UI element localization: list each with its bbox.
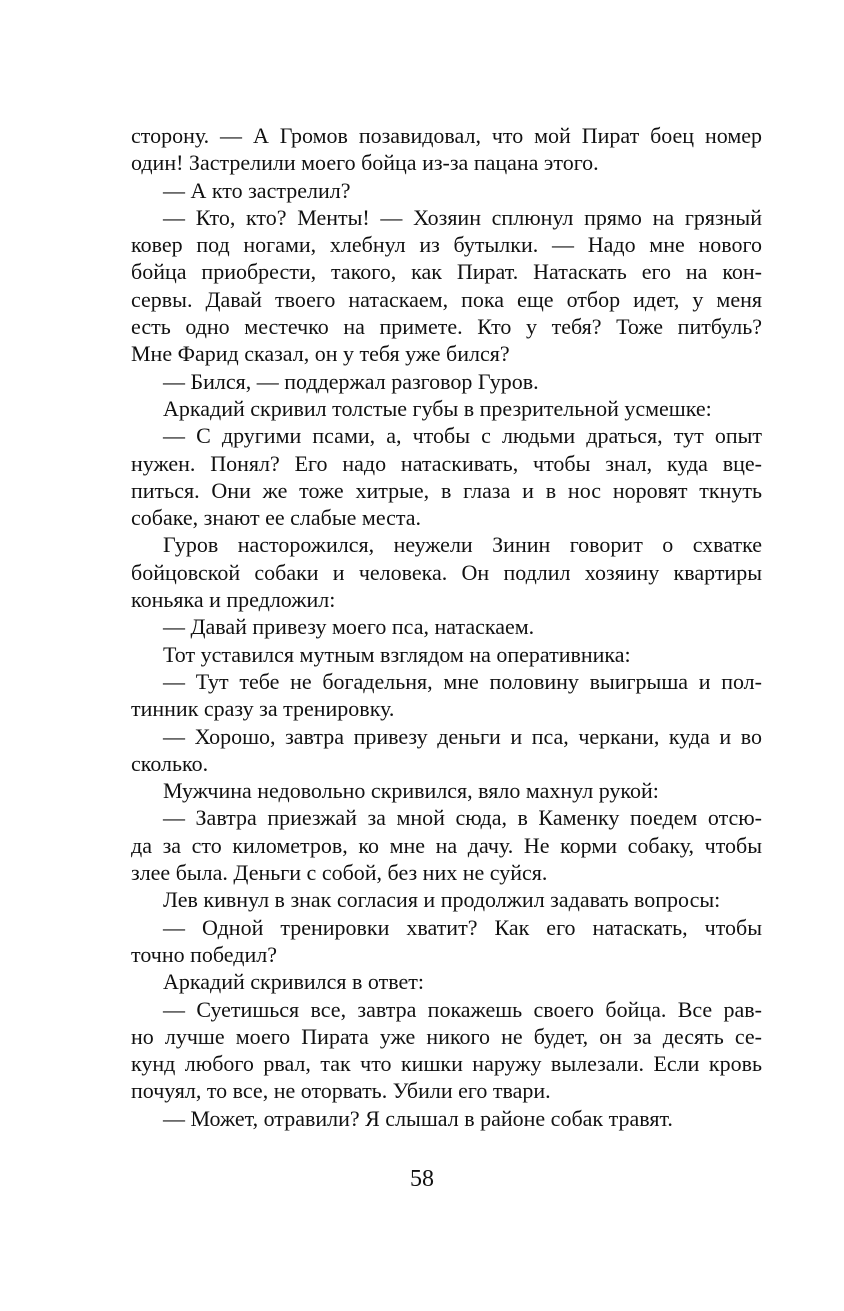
text-line: собаке, знают ее слабые места. [131,505,422,531]
page-number: 58 [410,1166,434,1192]
text-line: — Может, отравили? Я слышал в районе собак травят. [163,1105,673,1131]
text-line: — Хорошо, завтра привезу деньги и пса, черкани, куда и во [163,723,762,749]
text-line: — Суетишься все, завтра покажешь своего бойца. Все рав- [163,996,762,1022]
text-line: нужен. Понял? Его надо натаскивать, чтобы знал, куда вце- [131,450,762,476]
text-line: бойцовской собаки и человека. Он подлил хозяину квартиры [131,559,762,585]
text-line: Аркадий скривил толстые губы в презрительной усмешке: [163,395,712,421]
text-line: сторону. — А Громов позавидовал, что мой Пират боец номер [131,123,762,148]
text-line: один! Застрелили моего бойца из-за пацана этого. [131,150,599,176]
text-line: ковер под ногами, хлебнул из бутылки. — Надо мне нового [131,232,762,258]
text-line: почуял, то все, не оторвать. Убили его твари. [131,1078,551,1104]
text-line: злее была. Деньги с собой, без них не суйся. [131,860,548,886]
text-line: сервы. Давай твоего натаскаем, пока еще отбор идет, у меня [131,286,762,312]
text-line: — Давай привезу моего пса, натаскаем. [163,614,535,640]
text-line: — Кто, кто? Менты! — Хозяин сплюнул прямо на грязный [163,204,762,230]
text-line: есть одно местечко на примете. Кто у тебя? Тоже питбуль? [131,314,762,340]
page-text [131,122,762,1132]
text-line: тинник сразу за тренировку. [131,696,395,722]
text-line: — Бился, — поддержал разговор Гуров. [163,368,539,394]
text-line: но лучше моего Пирата уже никого не будет, он за десять се- [131,1023,762,1049]
text-line: бойца приобрести, такого, как Пират. Натаскать его на кон- [131,259,762,285]
text-line: Аркадий скривился в ответ: [163,969,424,995]
text-line: Мужчина недовольно скривился, вяло махнул рукой: [163,778,659,804]
text-line: коньяка и предложил: [131,587,336,613]
text-line: — Завтра приезжай за мной сюда, в Каменку поедем отсю- [163,805,762,831]
text-line: Гуров насторожился, неужели Зинин говорит о схватке [163,532,762,558]
text-line: да за сто километров, ко мне на дачу. Не корми собаку, чтобы [131,832,762,858]
text-line: сколько. [131,750,209,776]
text-line: кунд любого рвал, так что кишки наружу вылезали. Если кровь [131,1051,762,1077]
text-line: — С другими псами, а, чтобы с людьми драться, тут опыт [163,423,762,449]
text-line: — А кто застрелил? [163,177,351,203]
text-line: Лев кивнул в знак согласия и продолжил задавать вопросы: [163,887,721,913]
text-line: — Одной тренировки хватит? Как его натаскать, чтобы [163,914,762,940]
text-line: Мне Фарид сказал, он у тебя уже бился? [131,341,510,367]
text-line: питься. Они же тоже хитрые, в глаза и в нос норовят ткнуть [131,477,762,503]
text-line: Тот уставился мутным взглядом на оперативника: [163,641,631,667]
text-line: — Тут тебе не богадельня, мне половину выигрыша и пол- [163,668,762,694]
text-line: точно победил? [131,941,277,967]
